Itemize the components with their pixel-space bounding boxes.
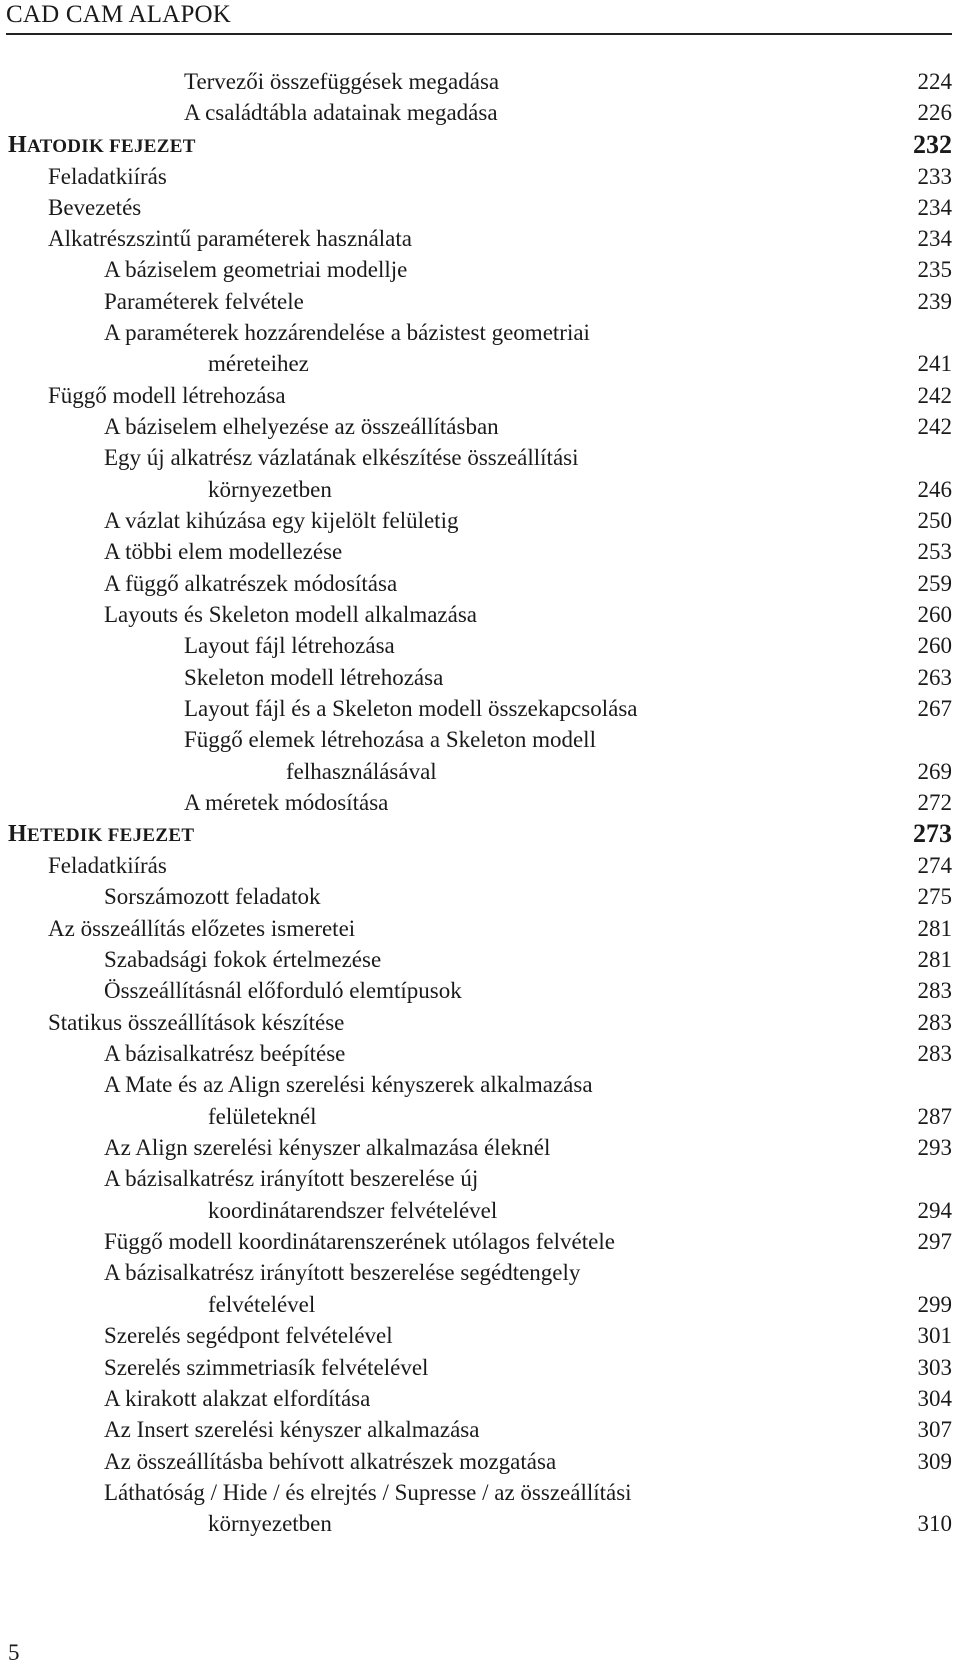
toc-entry-title: felvételével bbox=[208, 1292, 316, 1317]
toc-entry-page: 275 bbox=[917, 884, 952, 909]
toc-entry bbox=[0, 1320, 960, 1352]
toc-entry-page: 259 bbox=[917, 571, 952, 596]
toc-entry-page: 309 bbox=[917, 1449, 952, 1474]
toc-entry bbox=[0, 1257, 960, 1289]
toc-entry-page: 281 bbox=[917, 916, 952, 941]
toc-entry-page: 283 bbox=[917, 1010, 952, 1035]
toc-entry-title: Bevezetés bbox=[48, 195, 142, 220]
toc-entry-page: 260 bbox=[917, 602, 952, 627]
toc-entry-page: 287 bbox=[917, 1104, 952, 1129]
toc-entry bbox=[0, 1289, 960, 1321]
toc-entry-page: 303 bbox=[917, 1355, 952, 1380]
toc-entry-title: koordinátarendszer felvételével bbox=[208, 1198, 498, 1223]
toc-entry-page: 274 bbox=[917, 853, 952, 878]
toc-entry bbox=[0, 1132, 960, 1164]
toc-chapter-page: 273 bbox=[913, 819, 952, 848]
toc-entry bbox=[0, 913, 960, 945]
toc-entry bbox=[0, 1352, 960, 1384]
toc-entry bbox=[0, 411, 960, 443]
toc-entry-page: 239 bbox=[917, 289, 952, 314]
toc-entry-title: Skeleton modell létrehozása bbox=[184, 665, 444, 690]
toc-entry-title: A bázisalkatrész beépítése bbox=[104, 1041, 346, 1066]
toc-chapter-heading bbox=[0, 129, 960, 161]
toc-entry-title: Függő modell koordinátarenszerének utólagos felvétele bbox=[104, 1229, 615, 1254]
toc-entry-title: A családtábla adatainak megadása bbox=[184, 100, 498, 125]
toc-entry-page: 293 bbox=[917, 1135, 952, 1160]
toc-entry bbox=[0, 66, 960, 98]
toc-entry-title: A paraméterek hozzárendelése a bázistest geometriai bbox=[104, 320, 590, 345]
toc-entry-page: 226 bbox=[917, 100, 952, 125]
toc-entry-page: 272 bbox=[917, 790, 952, 815]
toc-entry-page: 294 bbox=[917, 1198, 952, 1223]
toc-entry-page: 260 bbox=[917, 633, 952, 658]
toc-entry-title: Az Align szerelési kényszer alkalmazása éleknél bbox=[104, 1135, 551, 1160]
toc-entry-page: 304 bbox=[917, 1386, 952, 1411]
toc-entry bbox=[0, 724, 960, 756]
toc-entry bbox=[0, 944, 960, 976]
toc-entry bbox=[0, 756, 960, 788]
toc-entry-title: Paraméterek felvétele bbox=[104, 289, 304, 314]
toc-entry bbox=[0, 1446, 960, 1478]
toc-entry bbox=[0, 1414, 960, 1446]
toc-entry bbox=[0, 536, 960, 568]
toc-entry bbox=[0, 1069, 960, 1101]
toc-entry-page: 242 bbox=[917, 414, 952, 439]
toc-entry-title: Egy új alkatrész vázlatának elkészítése összeállítási bbox=[104, 445, 579, 470]
toc-entry-title: A báziselem geometriai modellje bbox=[104, 257, 408, 282]
toc-entry-page: 253 bbox=[917, 539, 952, 564]
toc-chapter-heading bbox=[0, 818, 960, 850]
toc-entry bbox=[0, 1477, 960, 1509]
toc-entry-title: A többi elem modellezése bbox=[104, 539, 343, 564]
toc-entry-page: 250 bbox=[917, 508, 952, 533]
toc-entry-title: Feladatkiírás bbox=[48, 853, 167, 878]
toc-entry bbox=[0, 380, 960, 412]
toc-entry-title: Függő modell létrehozása bbox=[48, 383, 286, 408]
toc-entry-title: Layout fájl létrehozása bbox=[184, 633, 395, 658]
toc-entry-title: Szerelés szimmetriasík felvételével bbox=[104, 1355, 429, 1380]
toc-entry bbox=[0, 1383, 960, 1415]
toc-entry-page: 234 bbox=[917, 226, 952, 251]
toc-entry-page: 301 bbox=[917, 1323, 952, 1348]
toc-entry-title: környezetben bbox=[208, 477, 332, 502]
toc-entry-title: méreteihez bbox=[208, 351, 309, 376]
toc-entry-title: A bázisalkatrész irányított beszerelése új bbox=[104, 1166, 479, 1191]
toc-entry-page: 307 bbox=[917, 1417, 952, 1442]
toc-entry-page: 299 bbox=[917, 1292, 952, 1317]
toc-entry bbox=[0, 1101, 960, 1133]
toc-entry bbox=[0, 1163, 960, 1195]
toc-entry bbox=[0, 599, 960, 631]
toc-entry bbox=[0, 317, 960, 349]
toc-entry-title: Tervezői összefüggések megadása bbox=[184, 69, 500, 94]
toc-entry-title: Összeállításnál előforduló elemtípusok bbox=[104, 978, 462, 1003]
toc-entry-title: A bázisalkatrész irányított beszerelése segédtengely bbox=[104, 1260, 581, 1285]
toc-entry bbox=[0, 1508, 960, 1540]
toc-entry bbox=[0, 254, 960, 286]
toc-entry-title: A méretek módosítása bbox=[184, 790, 389, 815]
toc-entry-title: Alkatrészszintű paraméterek használata bbox=[48, 226, 412, 251]
toc-entry-page: 297 bbox=[917, 1229, 952, 1254]
toc-entry-title: A kirakott alakzat elfordítása bbox=[104, 1386, 371, 1411]
toc-entry bbox=[0, 442, 960, 474]
toc-entry bbox=[0, 161, 960, 193]
toc-entry-title: Láthatóság / Hide / és elrejtés / Supresse / az összeállítási bbox=[104, 1480, 632, 1505]
toc-entry-title: Az összeállítás előzetes ismeretei bbox=[48, 916, 356, 941]
toc-entry-title: Layout fájl és a Skeleton modell összekapcsolása bbox=[184, 696, 638, 721]
toc-entry bbox=[0, 474, 960, 506]
toc-chapter-title bbox=[8, 818, 194, 852]
toc-entry-page: 283 bbox=[917, 978, 952, 1003]
toc-entry bbox=[0, 1195, 960, 1227]
toc-entry bbox=[0, 630, 960, 662]
chapter-title-rest: ETEDIK FEJEZET bbox=[26, 825, 195, 846]
toc-chapter-page: 232 bbox=[913, 130, 952, 159]
toc-entry bbox=[0, 787, 960, 819]
toc-entry-title: A vázlat kihúzása egy kijelölt felületig bbox=[104, 508, 459, 533]
toc-entry-page: 310 bbox=[917, 1511, 952, 1536]
toc-entry-title: Az Insert szerelési kényszer alkalmazása bbox=[104, 1417, 480, 1442]
chapter-title-initial: H bbox=[8, 821, 27, 847]
toc-entry-title: környezetben bbox=[208, 1511, 332, 1536]
toc-entry-title: A báziselem elhelyezése az összeállításban bbox=[104, 414, 499, 439]
toc-entry bbox=[0, 1038, 960, 1070]
chapter-title-rest: ATODIK FEJEZET bbox=[26, 136, 196, 157]
toc-entry bbox=[0, 1226, 960, 1258]
toc-entry bbox=[0, 286, 960, 318]
page-number: 5 bbox=[8, 1640, 20, 1665]
toc-entry bbox=[0, 348, 960, 380]
toc-entry-page: 224 bbox=[917, 69, 952, 94]
toc-entry-title: Függő elemek létrehozása a Skeleton modell bbox=[184, 727, 596, 752]
toc-entry-title: A függő alkatrészek módosítása bbox=[104, 571, 398, 596]
toc-entry bbox=[0, 192, 960, 224]
toc-entry-page: 235 bbox=[917, 257, 952, 282]
toc-entry bbox=[0, 505, 960, 537]
toc-entry-page: 234 bbox=[917, 195, 952, 220]
toc-entry-title: felületeknél bbox=[208, 1104, 317, 1129]
toc-entry-title: Layouts és Skeleton modell alkalmazása bbox=[104, 602, 477, 627]
toc-entry-page: 241 bbox=[917, 351, 952, 376]
toc-entry bbox=[0, 693, 960, 725]
toc-entry-page: 267 bbox=[917, 696, 952, 721]
toc-entry-title: Szabadsági fokok értelmezése bbox=[104, 947, 382, 972]
toc-entry-page: 269 bbox=[917, 759, 952, 784]
toc-entry-page: 233 bbox=[917, 164, 952, 189]
toc-entry-title: Szerelés segédpont felvételével bbox=[104, 1323, 393, 1348]
toc-entry bbox=[0, 881, 960, 913]
toc-chapter-title bbox=[8, 129, 196, 163]
toc-entry-title: A Mate és az Align szerelési kényszerek alkalmazása bbox=[104, 1072, 593, 1097]
toc-entry-title: Statikus összeállítások készítése bbox=[48, 1010, 345, 1035]
toc-entry bbox=[0, 568, 960, 600]
toc-entry-page: 246 bbox=[917, 477, 952, 502]
toc-entry-title: felhasználásával bbox=[286, 759, 437, 784]
running-header: CAD CAM ALAPOK bbox=[6, 1, 232, 28]
toc-entry-page: 263 bbox=[917, 665, 952, 690]
toc-entry bbox=[0, 850, 960, 882]
toc-entry-title: Feladatkiírás bbox=[48, 164, 167, 189]
toc-entry bbox=[0, 662, 960, 694]
toc-entry-page: 242 bbox=[917, 383, 952, 408]
toc-entry-title: Az összeállításba behívott alkatrészek mozgatása bbox=[104, 1449, 557, 1474]
toc-entry bbox=[0, 223, 960, 255]
toc-entry bbox=[0, 975, 960, 1007]
toc-entry bbox=[0, 1007, 960, 1039]
chapter-title-initial: H bbox=[8, 132, 27, 158]
toc-entry bbox=[0, 97, 960, 129]
toc-entry-title: Sorszámozott feladatok bbox=[104, 884, 321, 909]
toc-entry-page: 283 bbox=[917, 1041, 952, 1066]
toc-entry-page: 281 bbox=[917, 947, 952, 972]
